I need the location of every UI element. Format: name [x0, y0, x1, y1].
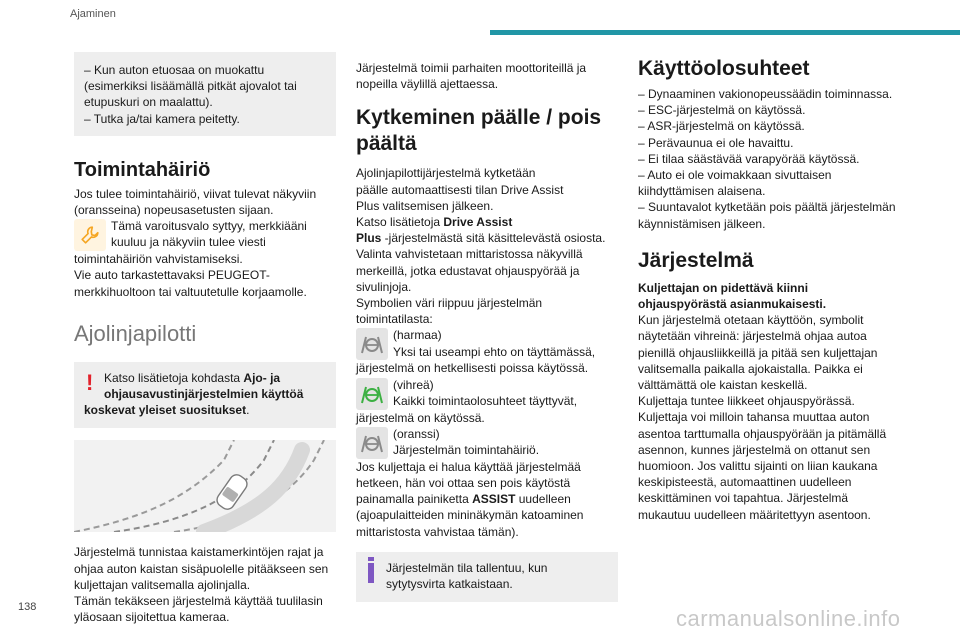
condition-item: käynnistämisen jälkeen.: [638, 216, 766, 231]
system-body: pienillä ohjausliikkeillä ja pitää sen kuljettajan: [638, 345, 878, 360]
pilot-heading: Ajolinjapilotti: [74, 320, 197, 346]
state-color-label: (oranssi): [393, 426, 440, 441]
activation-heading: Kytkeminen päälle / pois päältä: [356, 106, 602, 156]
info-icon: [368, 563, 374, 583]
system-heading: Järjestelmä: [638, 248, 754, 272]
intro-note-box: [74, 52, 336, 136]
condition-item: – Perävaunua ei ole havaittu.: [638, 135, 794, 150]
system-body: Kuljettaja voi milloin tahansa muuttaa auton: [638, 410, 870, 425]
activation-text: Katso lisätietoja Drive Assist: [356, 215, 513, 230]
state-desc: järjestelmä on hetkellisesti poissa käytössä.: [356, 361, 589, 376]
pilot-body: ohjaa auton kaistan sisäpuolelle pitääkseen sen: [74, 561, 329, 576]
system-body: Kun järjestelmä otetaan käyttöön, symbolit: [638, 313, 864, 328]
steering-wheel-orange-icon: [356, 427, 388, 459]
fault-icon-text: Tämä varoitusvalo syttyy, merkkiääni: [111, 219, 307, 234]
condition-item: – Auto ei ole voimakkaan sivuttaisen: [638, 168, 832, 183]
condition-item: – ASR-järjestelmä on käytössä.: [638, 119, 805, 134]
condition-item: – Ei tilaa säästävää varapyörää käytössä.: [638, 151, 860, 166]
system-body: keskittäminen voi tapahtua. Järjestelmä: [638, 491, 849, 506]
column-3: [638, 52, 908, 523]
lane-illustration: [74, 440, 336, 532]
system-bold: ohjauspyörästä asianmukaisesti.: [638, 297, 827, 312]
watermark: carmanualsonline.info: [676, 606, 901, 631]
system-bold: Kuljettajan on pidettävä kiinni: [638, 280, 809, 295]
state-desc: Kaikki toimintaolosuhteet täyttyvät,: [393, 393, 578, 408]
warn-line: koskevat yleiset suositukset.: [84, 403, 250, 418]
activation-text: toimintatilasta:: [356, 312, 433, 327]
conditions-heading: Käyttöolosuhteet: [638, 57, 810, 80]
info-line: Järjestelmän tila tallentuu, kun: [386, 560, 548, 575]
deactivate-text: mittaristosta vahvistaa tämän).: [356, 524, 519, 539]
fault-text: merkkihuoltoon tai valtuutetulle korjaamolle.: [74, 284, 307, 299]
deactivate-text: painamalla painiketta ASSIST uudelleen: [356, 492, 571, 507]
header-accent-bar: [490, 30, 960, 35]
system-body: valitsemalla paikalla ajokaistalla. Paikka ei: [638, 361, 863, 376]
deactivate-text: hetkeen, hän voi ottaa sen pois käytöstä: [356, 476, 571, 491]
wrench-warning-icon: [74, 219, 106, 251]
activation-text: merkeillä, jotka edustavat ohjauspyörää ja: [356, 263, 580, 278]
deactivate-text: (ajoapulaitteiden mininäkymän katoaminen: [356, 508, 584, 523]
fault-heading: Toimintahäiriö: [74, 158, 211, 181]
intro-text: nopeilla väylillä ajettaessa.: [356, 77, 499, 92]
activation-text: päälle automaattisesti tilan Drive Assist: [356, 182, 564, 197]
condition-item: – ESC-järjestelmä on käytössä.: [638, 103, 806, 118]
warning-note-box: [74, 362, 336, 429]
system-body: välttämättä ole kaistan keskellä.: [638, 378, 808, 393]
deactivate-text: Jos kuljettaja ei halua käyttää järjestelmää: [356, 459, 581, 474]
intro-text: Järjestelmä toimii parhaiten moottoriteillä ja: [356, 61, 587, 75]
state-color-label: (vihreä): [393, 377, 434, 392]
info-note-box: [356, 552, 618, 602]
page-number: 138: [18, 601, 37, 613]
pilot-body: yläosaan sijoitettua kameraa.: [74, 610, 230, 625]
condition-item: kiihdyttämisen alaisena.: [638, 184, 766, 199]
system-body: keskipisteestä, automaattinen uudelleen: [638, 475, 852, 490]
activation-text: Symbolien väri riippuu järjestelmän: [356, 296, 543, 311]
activation-text: Plus valitsemisen jälkeen.: [356, 198, 494, 213]
column-2: [356, 52, 618, 602]
intro-line: – Kun auton etuosaa on muokattu: [84, 63, 265, 77]
section-header: Ajaminen: [70, 8, 116, 20]
steering-wheel-green-icon: [356, 378, 388, 410]
pilot-body: kuljettajan valitsemalla ajolinjalla.: [74, 577, 251, 592]
system-body: huomioon. Jos valittu sijainti on liian kaukana: [638, 459, 878, 474]
state-green: [356, 377, 618, 410]
pilot-body: Tämän tekäkseen järjestelmä käyttää tuulilasin: [74, 594, 323, 609]
system-body: Kuljettaja tuntee liikkeet ohjauspyörässä.: [638, 394, 855, 409]
activation-text: Valinta vahvistetaan mittaristossa näkyvillä: [356, 247, 583, 262]
pilot-body: Järjestelmä tunnistaa kaistamerkintöjen rajat ja: [74, 545, 324, 560]
system-body: mukautuu uudelleen määritettyyn asentoon.: [638, 507, 871, 522]
state-desc: Järjestelmän toimintahäiriö.: [393, 443, 540, 458]
state-color-label: (harmaa): [393, 328, 442, 343]
fault-text: Jos tulee toimintahäiriö, viivat tulevat näkyviin: [74, 186, 317, 201]
warn-line: Katso lisätietoja kohdasta Ajo- ja: [104, 370, 281, 385]
fault-text: Vie auto tarkastettavaksi PEUGEOT-: [74, 268, 270, 283]
activation-text: Ajolinjapilottijärjestelmä kytketään: [356, 166, 536, 181]
intro-line: (esimerkiksi lisäämällä pitkät ajovalot tai: [84, 79, 297, 94]
intro-line: etupuskuri on maalattu).: [84, 95, 213, 110]
state-desc: järjestelmä on käytössä.: [356, 410, 485, 425]
column-1: [74, 52, 336, 625]
state-gray: [356, 327, 618, 360]
system-body: asentoa tarttumalla ohjauspyörään ja pitämällä: [638, 426, 887, 441]
state-orange: [356, 426, 618, 459]
steering-wheel-gray-icon: [356, 328, 388, 360]
exclamation-icon: !: [86, 369, 94, 395]
fault-icon-text: kuuluu ja näkyviin tulee viesti: [111, 235, 266, 250]
activation-text: Plus -järjestelmästä sitä käsittelevästä osiosta.: [356, 231, 606, 246]
condition-item: – Dynaaminen vakionopeussäädin toiminnassa.: [638, 87, 893, 101]
warn-line: ohjausavustinjärjestelmien käyttöä: [104, 387, 304, 402]
intro-line: – Tutka ja/tai kamera peitetty.: [84, 111, 240, 126]
fault-text: toimintahäiriön vahvistamiseksi.: [74, 252, 243, 267]
system-body: asennon, kunnes järjestelmä on ottanut sen: [638, 442, 871, 457]
system-body: näytetään vihreinä: järjestelmä ohjaa autoa: [638, 329, 867, 344]
state-desc: Yksi tai useampi ehto on täyttämässä,: [393, 344, 596, 359]
activation-text: sivulinjoja.: [356, 279, 412, 294]
fault-text: (oransseina) nopeusasetusten sijaan.: [74, 203, 274, 218]
condition-item: – Suuntavalot kytketään pois päältä järjestelmän: [638, 200, 896, 215]
info-line: sytytysvirta katkaistaan.: [386, 577, 513, 592]
